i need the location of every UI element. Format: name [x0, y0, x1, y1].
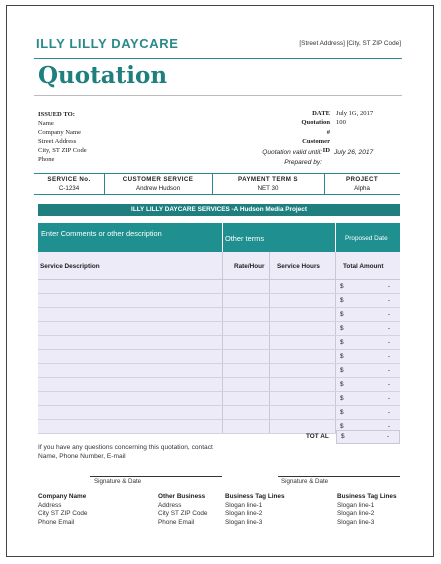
total-label: TOT AL	[306, 433, 329, 440]
other-terms-label: Other terms	[225, 234, 265, 243]
table-row	[38, 280, 400, 294]
column-header	[38, 252, 223, 279]
table-cell[interactable]	[38, 308, 223, 321]
total-amount-cell[interactable]	[336, 430, 400, 444]
customer-service-column	[104, 176, 212, 192]
col-service-description: Service Description	[40, 263, 100, 270]
comments-label: Enter Comments or other description	[41, 229, 162, 238]
contact-note	[38, 443, 213, 461]
row-currency: $	[340, 367, 344, 374]
row-total-value: -	[387, 325, 390, 332]
table-cell[interactable]	[223, 350, 270, 363]
table-cell[interactable]	[336, 378, 400, 391]
table-cell[interactable]	[270, 406, 336, 419]
row-currency: $	[340, 283, 344, 290]
proposed-date-label: Proposed Date	[345, 235, 388, 242]
table-row	[38, 350, 400, 364]
row-total-value: -	[387, 297, 390, 304]
issued-city[interactable]: City, ST ZIP Code	[38, 147, 87, 154]
footer-heading: Business Tag Lines	[337, 493, 397, 500]
proposed-date-header[interactable]	[336, 223, 400, 252]
row-total-value: -	[387, 423, 390, 430]
title-divider	[34, 95, 402, 96]
footer-line: Phone Email	[158, 518, 195, 526]
table-row	[38, 322, 400, 336]
row-currency: $	[340, 395, 344, 402]
table-cell[interactable]	[223, 392, 270, 405]
column-header	[336, 252, 400, 279]
table-cell[interactable]	[38, 364, 223, 377]
table-cell[interactable]	[38, 378, 223, 391]
table-cell[interactable]	[38, 322, 223, 335]
footer-line: Address	[38, 501, 62, 509]
table-row	[38, 378, 400, 392]
row-total-value: -	[387, 311, 390, 318]
table-row	[38, 406, 400, 420]
table-cell[interactable]	[336, 406, 400, 419]
table-cell[interactable]	[223, 406, 270, 419]
row-total-value: -	[387, 367, 390, 374]
footer-line: Slogan line-3	[337, 518, 375, 526]
col-rate-hour: Rate/Hour	[234, 263, 265, 270]
footer-line: Slogan line-2	[337, 510, 375, 518]
table-cell[interactable]	[270, 294, 336, 307]
table-cell[interactable]	[223, 322, 270, 335]
table-cell[interactable]	[38, 294, 223, 307]
service-no-heading: SERVICE No.	[47, 176, 91, 183]
payment-term-value[interactable]: NET 30	[257, 185, 279, 192]
table-row	[38, 308, 400, 322]
row-currency: $	[340, 339, 344, 346]
table-cell[interactable]	[270, 336, 336, 349]
table-cell[interactable]	[270, 322, 336, 335]
table-cell[interactable]	[270, 392, 336, 405]
row-currency: $	[340, 381, 344, 388]
footer-column	[38, 493, 88, 527]
table-cell[interactable]	[38, 392, 223, 405]
table-cell[interactable]	[336, 308, 400, 321]
row-total-value: -	[387, 353, 390, 360]
total-value: -	[386, 433, 389, 440]
col-total-amount: Total Amount	[343, 263, 384, 270]
table-cell[interactable]	[38, 280, 223, 293]
issued-to-block	[38, 110, 87, 164]
table-cell[interactable]	[223, 308, 270, 321]
footer-column	[158, 493, 208, 527]
valid-until-value[interactable]: July 26, 2017	[334, 149, 374, 156]
footer-column	[337, 493, 397, 527]
footer-line: Slogan line-1	[337, 501, 375, 509]
company-name: ILLY LILLY DAYCARE	[36, 36, 179, 51]
validity-block	[242, 148, 373, 167]
signature-label-left: Signature & Date	[94, 478, 142, 485]
table-header-row	[38, 252, 400, 280]
col-service-hours: Service Hours	[277, 263, 320, 270]
project-title-bar: ILLY LILLY DAYCARE SERVICES -A Hudson Media Project	[38, 204, 400, 216]
table-cell[interactable]	[270, 308, 336, 321]
quotation-number-value[interactable]: 100	[336, 119, 346, 127]
table-cell[interactable]	[38, 406, 223, 419]
header-divider	[34, 58, 402, 59]
project-heading: PROJECT	[345, 176, 379, 183]
table-cell[interactable]	[336, 364, 400, 377]
table-row	[38, 294, 400, 308]
issued-company[interactable]: Company Name	[38, 129, 82, 136]
table-cell[interactable]	[336, 280, 400, 293]
row-currency: $	[340, 311, 344, 318]
footer-heading: Company Name	[38, 493, 87, 500]
issued-name[interactable]: Name	[38, 120, 54, 127]
row-currency: $	[340, 325, 344, 332]
footer-line: Address	[158, 501, 182, 509]
footer-line: Phone Email	[38, 518, 75, 526]
table-row	[38, 336, 400, 350]
issued-to-heading: ISSUED TO:	[38, 111, 75, 118]
footer-line: Slogan line-1	[225, 501, 263, 509]
table-cell[interactable]	[336, 392, 400, 405]
table-cell[interactable]	[270, 378, 336, 391]
table-cell[interactable]	[223, 280, 270, 293]
date-label: DATE	[312, 110, 330, 117]
row-currency: $	[340, 297, 344, 304]
company-address: [Street Address] [City, ST ZIP Code]	[299, 40, 401, 47]
quotation-number-label: Quotation #	[301, 119, 330, 136]
table-cell[interactable]	[223, 364, 270, 377]
row-total-value: -	[387, 339, 390, 346]
comments-header[interactable]	[38, 223, 223, 252]
row-total-value: -	[387, 395, 390, 402]
table-cell[interactable]	[223, 294, 270, 307]
row-total-value: -	[387, 283, 390, 290]
table-cell[interactable]	[336, 350, 400, 363]
row-currency: $	[340, 353, 344, 360]
issued-street[interactable]: Street Address	[38, 138, 77, 145]
customer-service-value[interactable]: Andrew Hudson	[135, 185, 181, 192]
table-cell[interactable]	[336, 294, 400, 307]
table-cell[interactable]	[270, 280, 336, 293]
service-info-band	[34, 173, 400, 195]
footer-line: Slogan line-2	[225, 510, 263, 518]
row-currency: $	[340, 409, 344, 416]
prepared-by-label: Prepared by:	[284, 158, 322, 166]
table-cell[interactable]	[336, 336, 400, 349]
contact-note-line2: Name, Phone Number, E-mail	[38, 453, 126, 461]
project-value[interactable]: Alpha	[354, 185, 370, 192]
services-table	[38, 252, 400, 434]
table-cell[interactable]	[336, 322, 400, 335]
payment-term-column	[212, 176, 324, 192]
table-cell[interactable]	[223, 378, 270, 391]
customer-id-label: Customer ID	[302, 137, 330, 155]
total-currency: $	[341, 433, 345, 440]
footer-line: Slogan line-3	[225, 518, 263, 526]
contact-note-line1: If you have any questions concerning this quotation, contact	[38, 444, 213, 451]
date-value[interactable]: July 1G, 2017	[336, 110, 374, 117]
page-title: Quotation	[38, 62, 168, 89]
footer-line: City ST ZIP Code	[158, 510, 208, 518]
signature-line-left[interactable]	[90, 476, 222, 477]
table-row	[38, 364, 400, 378]
total-row	[38, 430, 400, 444]
other-terms-header[interactable]	[223, 223, 336, 252]
table-cell[interactable]	[38, 336, 223, 349]
row-currency: $	[340, 423, 344, 430]
project-column	[324, 176, 400, 192]
footer-heading: Business Tag Lines	[225, 493, 285, 500]
payment-term-heading: PAYMENT TERM S	[238, 176, 298, 183]
table-row	[38, 392, 400, 406]
service-no-value[interactable]: C-1234	[58, 185, 80, 192]
table-cell[interactable]	[270, 350, 336, 363]
signature-label-right: Signature & Date	[281, 478, 329, 485]
row-total-value: -	[387, 409, 390, 416]
table-cell[interactable]	[223, 336, 270, 349]
signature-line-right[interactable]	[278, 476, 400, 477]
footer-heading: Other Business	[158, 493, 206, 500]
column-header	[223, 252, 270, 279]
column-header	[270, 252, 336, 279]
table-cell[interactable]	[38, 350, 223, 363]
row-total-value: -	[387, 381, 390, 388]
valid-until-label: Quotation valid until:	[262, 149, 322, 156]
service-no-column	[34, 176, 104, 192]
issued-phone[interactable]: Phone	[38, 156, 55, 163]
table-cell[interactable]	[270, 364, 336, 377]
customer-service-heading: CUSTOMER SERVICE	[122, 176, 194, 183]
footer-line: City ST ZIP Code	[38, 510, 88, 518]
footer-column	[225, 493, 285, 527]
